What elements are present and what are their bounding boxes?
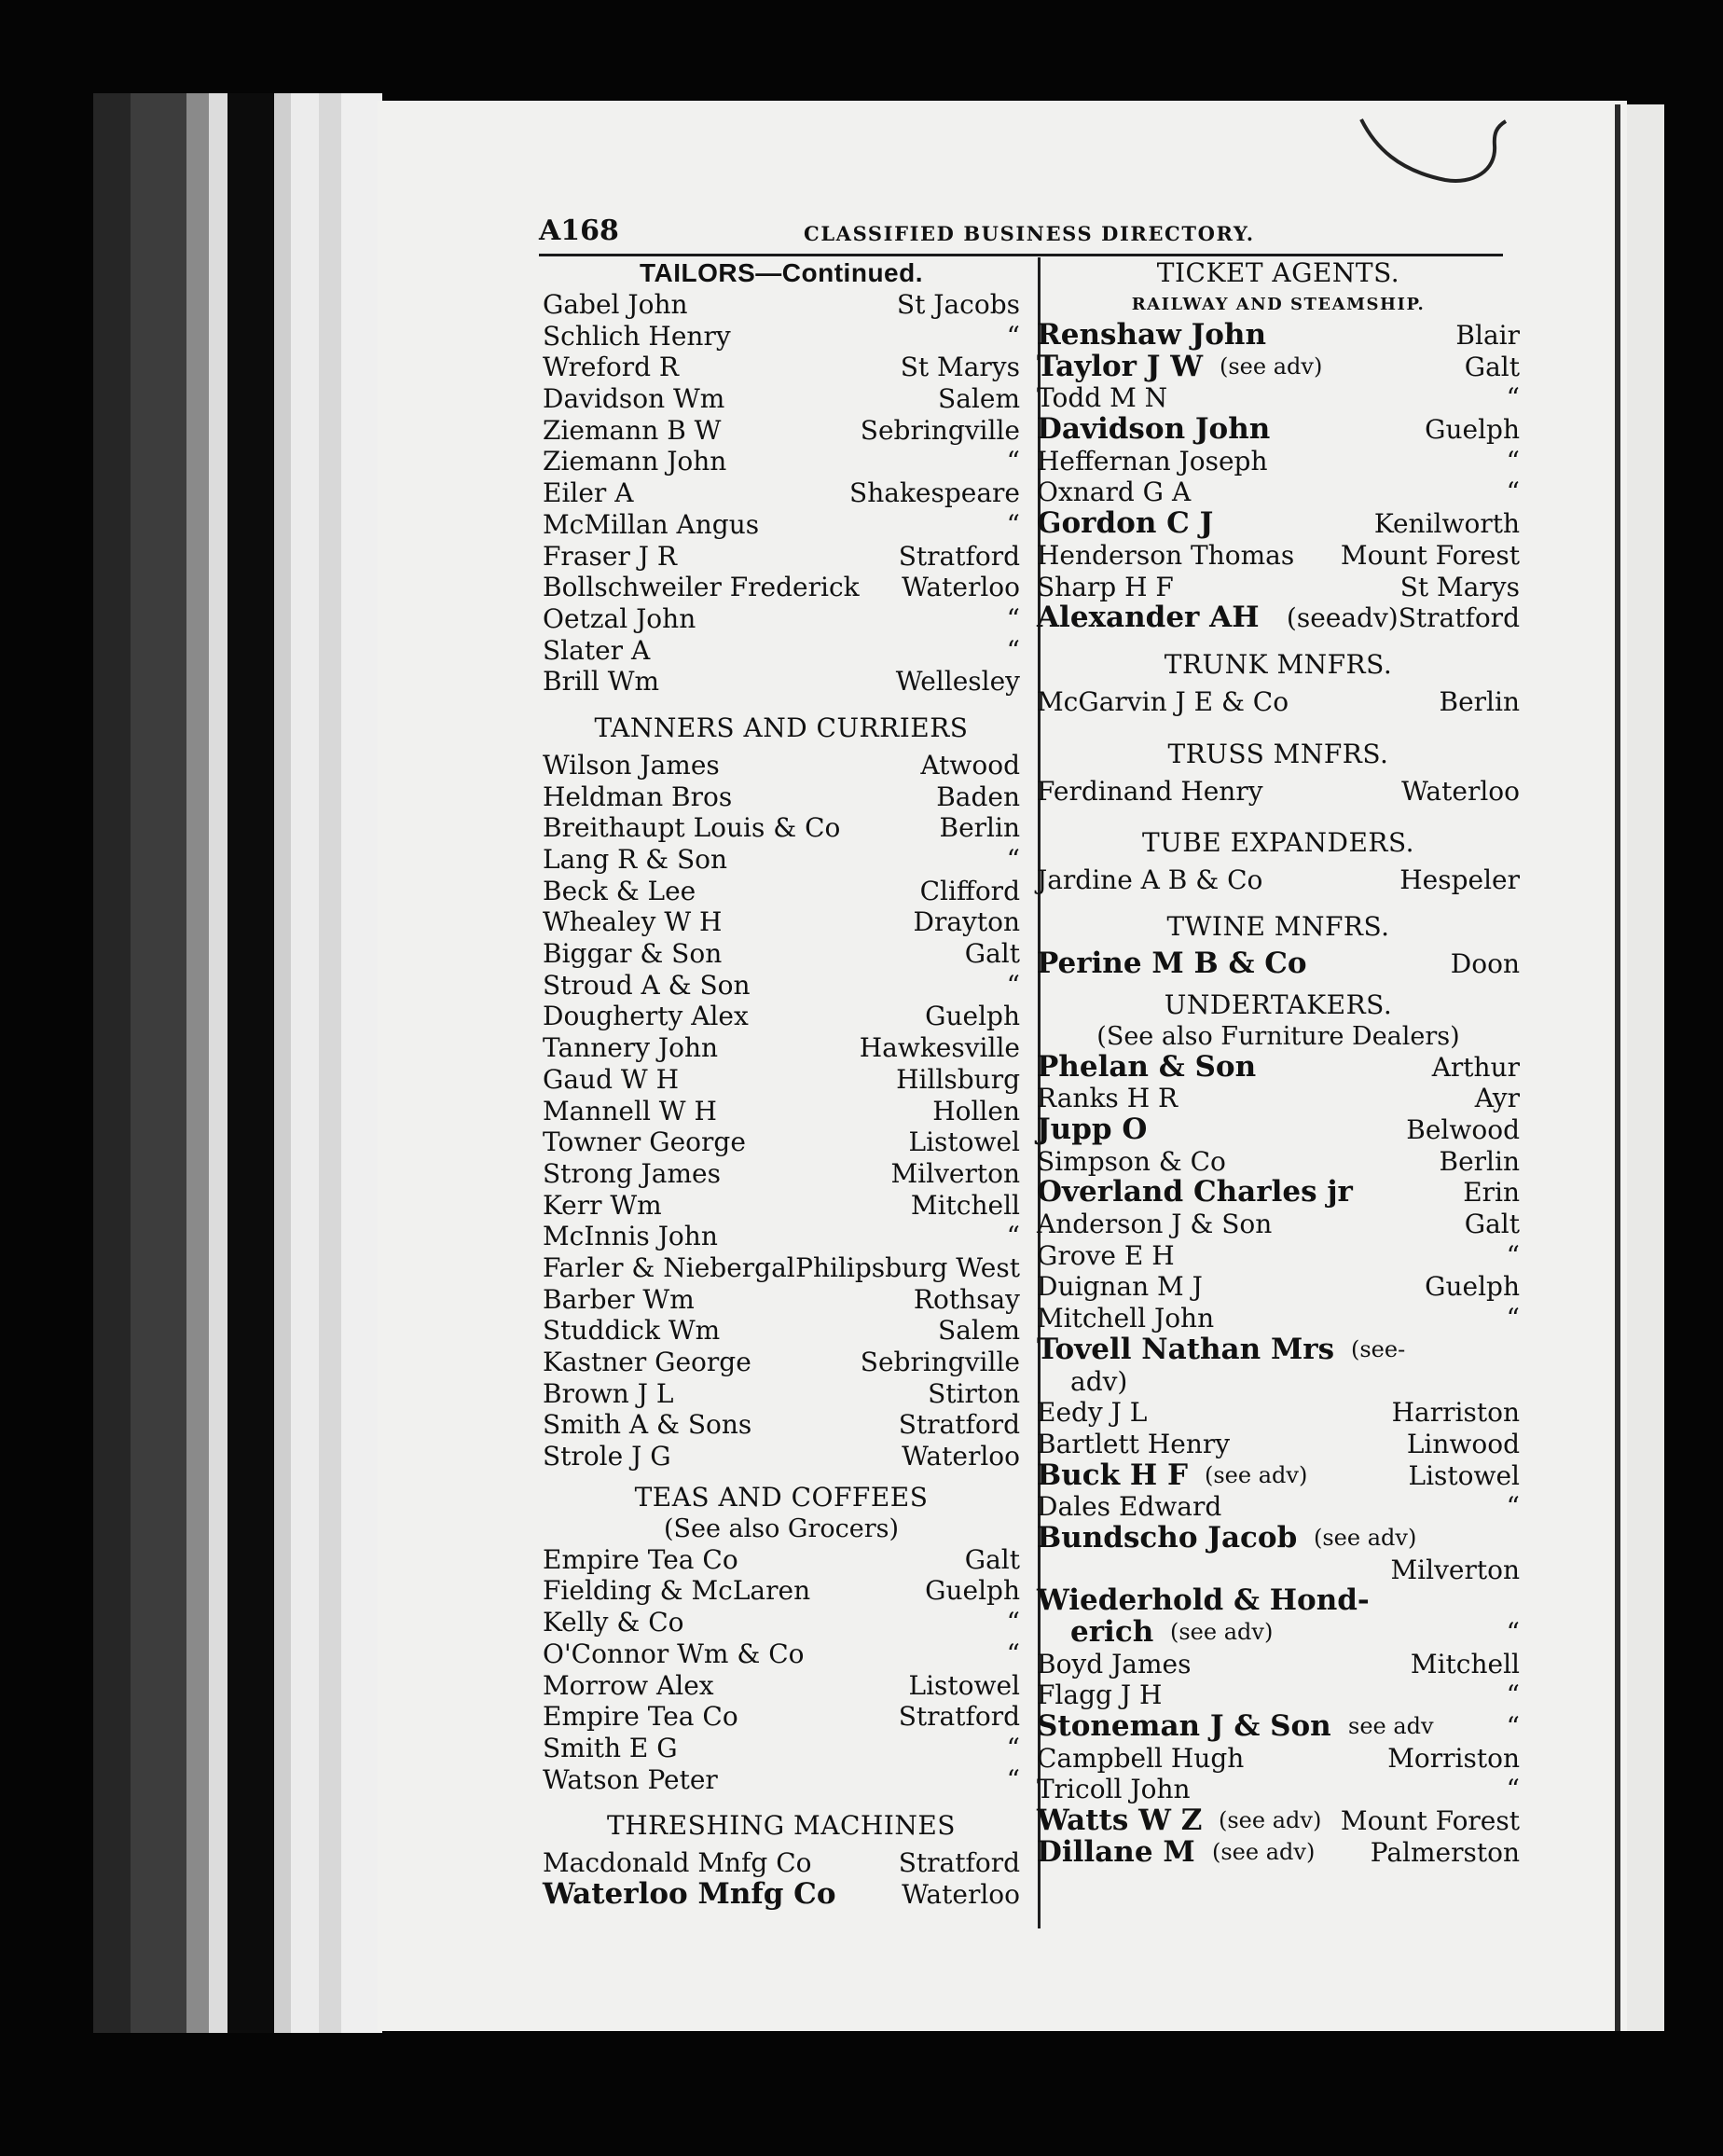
section-title-twine: TWINE MNFRS. bbox=[1166, 910, 1390, 942]
entry-place: “ bbox=[1006, 969, 1020, 1001]
entry-name: Kerr Wm bbox=[543, 1189, 662, 1221]
entry-name: Eiler A bbox=[543, 477, 634, 509]
entry-name: Dougherty Alex bbox=[543, 1001, 749, 1032]
entry-note: (see adv) bbox=[1170, 1619, 1274, 1645]
entry-place: “ bbox=[1506, 1617, 1520, 1648]
entry-note: (see adv) bbox=[1314, 1524, 1417, 1551]
entry-place: Arthur bbox=[1431, 1051, 1520, 1083]
directory-entry bbox=[1037, 948, 1520, 980]
entry-place: “ bbox=[1006, 1638, 1020, 1669]
directory-entry bbox=[543, 1378, 1020, 1410]
entry-name: Wreford R bbox=[543, 352, 679, 383]
entry-name: Biggar & Son bbox=[543, 938, 723, 970]
directory-entry bbox=[543, 477, 1020, 509]
running-head: CLASSIFIED BUSINESS DIRECTORY. bbox=[804, 222, 1255, 245]
entry-name: Grove E H bbox=[1037, 1239, 1175, 1271]
entry-place: Galt bbox=[1464, 1209, 1520, 1240]
directory-entry bbox=[1037, 1834, 1520, 1869]
directory-entry bbox=[1037, 1366, 1520, 1398]
entry-place: Listowel bbox=[908, 1669, 1020, 1701]
entry-note: (see adv) bbox=[1219, 1807, 1322, 1834]
entry-place: “ bbox=[1006, 634, 1020, 666]
entry-place: Waterloo bbox=[902, 1878, 1020, 1910]
entry-place: Galt bbox=[964, 1543, 1020, 1575]
directory-entry bbox=[1037, 1743, 1520, 1775]
entry-name: O'Connor Wm & Co bbox=[543, 1638, 805, 1669]
directory-entry bbox=[1037, 1649, 1520, 1680]
entry-place: Waterloo bbox=[902, 1441, 1020, 1472]
entry-name: Bartlett Henry bbox=[1037, 1428, 1231, 1459]
entry-place: Clifford bbox=[919, 875, 1020, 906]
entry-place: “ bbox=[1006, 508, 1020, 540]
directory-entry bbox=[543, 383, 1020, 415]
section-title-teas: TEAS AND COFFEES bbox=[634, 1481, 929, 1513]
entry-name: Perine M B & Co bbox=[1037, 946, 1307, 980]
entry-name: Renshaw John bbox=[1037, 318, 1267, 352]
directory-entry bbox=[543, 970, 1020, 1002]
entry-place: Milverton bbox=[1390, 1554, 1520, 1585]
directory-entry bbox=[543, 635, 1020, 667]
entry-place: Milverton bbox=[890, 1157, 1020, 1189]
directory-entry bbox=[543, 1032, 1020, 1064]
entry-place: “ bbox=[1006, 1732, 1020, 1763]
directory-entry bbox=[543, 603, 1020, 635]
book-page-edges bbox=[93, 93, 382, 2033]
directory-entry bbox=[1037, 1271, 1520, 1303]
entry-name: Ziemann John bbox=[543, 446, 727, 477]
right-column bbox=[1037, 257, 1520, 1869]
entry-name: Watts W Z bbox=[1037, 1804, 1203, 1838]
entry-place: “ bbox=[1506, 477, 1520, 508]
directory-entry bbox=[1037, 540, 1520, 572]
directory-entry bbox=[543, 1701, 1020, 1733]
directory-entry bbox=[543, 1733, 1020, 1764]
entry-place: “ bbox=[1006, 1607, 1020, 1638]
entry-name: Wiederhold & Hond- bbox=[1037, 1583, 1370, 1618]
directory-entry bbox=[1037, 1114, 1520, 1146]
entry-place: Guelph bbox=[1425, 414, 1520, 446]
entry-place: Drayton bbox=[913, 906, 1020, 938]
page-number: A168 bbox=[539, 214, 619, 247]
entry-name: Boyd James bbox=[1037, 1648, 1192, 1679]
directory-entry bbox=[1037, 1303, 1520, 1334]
entry-place: St Marys bbox=[900, 352, 1020, 383]
entry-name: adv) bbox=[1070, 1365, 1128, 1397]
entry-place: Atwood bbox=[920, 749, 1020, 781]
tanners-list bbox=[543, 750, 1020, 1472]
entry-place: Waterloo bbox=[1401, 775, 1520, 807]
threshing-list bbox=[543, 1847, 1020, 1910]
directory-entry bbox=[543, 1347, 1020, 1378]
entry-name: Tannery John bbox=[543, 1032, 719, 1064]
entry-name: Fielding & McLaren bbox=[543, 1575, 811, 1607]
entry-place: Galt bbox=[964, 938, 1020, 970]
entry-place: Hespeler bbox=[1399, 864, 1520, 896]
directory-entry bbox=[543, 938, 1020, 970]
entry-name: Tricoll John bbox=[1037, 1774, 1191, 1805]
directory-entry bbox=[543, 321, 1020, 352]
directory-entry bbox=[543, 1126, 1020, 1158]
entry-place: “ bbox=[1506, 1491, 1520, 1523]
entry-name: Kelly & Co bbox=[543, 1607, 684, 1638]
entry-place: Rothsay bbox=[913, 1283, 1020, 1315]
directory-entry bbox=[543, 415, 1020, 447]
directory-entry bbox=[543, 572, 1020, 603]
entry-note: (see adv) bbox=[1220, 352, 1323, 380]
entry-name: McInnis John bbox=[543, 1221, 718, 1252]
entry-name: Schlich Henry bbox=[543, 320, 731, 352]
entry-name: Campbell Hugh bbox=[1037, 1742, 1245, 1774]
entry-name: Smith E G bbox=[543, 1732, 678, 1763]
directory-entry bbox=[543, 666, 1020, 698]
entry-name: Sharp H F bbox=[1037, 571, 1174, 602]
left-column bbox=[543, 257, 1020, 1911]
directory-entry bbox=[543, 1764, 1020, 1796]
directory-entry bbox=[1037, 1491, 1520, 1523]
entry-name: Dillane M bbox=[1037, 1834, 1195, 1869]
page-header bbox=[539, 214, 1503, 256]
directory-entry bbox=[1037, 1083, 1520, 1114]
entry-name: Stoneman J & Son bbox=[1037, 1709, 1331, 1744]
directory-entry bbox=[543, 1221, 1020, 1252]
entry-place: St Jacobs bbox=[896, 289, 1020, 320]
section-title-undertakers: UNDERTAKERS. bbox=[1164, 988, 1393, 1020]
entry-name: McMillan Angus bbox=[543, 508, 760, 540]
entry-name: Buck H F bbox=[1037, 1458, 1188, 1492]
entry-note: (see adv) bbox=[1205, 1461, 1308, 1488]
entry-name: Strole J G bbox=[543, 1441, 671, 1472]
directory-entry bbox=[1037, 446, 1520, 477]
section-title-trunk: TRUNK MNFRS. bbox=[1164, 648, 1393, 680]
entry-name: Mitchell John bbox=[1037, 1303, 1215, 1334]
entry-place: Stratford bbox=[898, 1847, 1020, 1879]
directory-entry bbox=[1037, 1774, 1520, 1805]
ticket-agents-list bbox=[1037, 320, 1520, 634]
entry-name: Bundscho Jacob bbox=[1037, 1520, 1298, 1555]
entry-place: Stirton bbox=[928, 1377, 1020, 1409]
entry-place: “ bbox=[1506, 1774, 1520, 1805]
entry-place: Linwood bbox=[1406, 1428, 1520, 1459]
directory-entry bbox=[1037, 864, 1520, 896]
entry-name: Lang R & Son bbox=[543, 844, 728, 875]
section-title-tanners: TANNERS AND CURRIERS bbox=[594, 712, 969, 743]
entry-name: McGarvin J E & Co bbox=[1037, 685, 1289, 717]
entry-place: Berlin bbox=[1439, 1145, 1520, 1177]
directory-entry bbox=[1037, 508, 1520, 540]
entry-place: “ bbox=[1506, 445, 1520, 477]
directory-entry bbox=[543, 289, 1020, 321]
directory-entry bbox=[543, 906, 1020, 938]
entry-place: Hawkesville bbox=[859, 1032, 1020, 1064]
page-gutter-line bbox=[1615, 104, 1620, 2031]
entry-name: Todd M N bbox=[1037, 382, 1168, 414]
directory-entry bbox=[1037, 1805, 1520, 1837]
entry-name: Oxnard G A bbox=[1037, 477, 1192, 508]
directory-entry bbox=[543, 541, 1020, 573]
directory-entry bbox=[543, 1096, 1020, 1127]
entry-name: Dales Edward bbox=[1037, 1491, 1222, 1523]
directory-entry bbox=[543, 1876, 1020, 1911]
undertakers-list bbox=[1037, 1049, 1520, 1869]
entry-place: Guelph bbox=[925, 1575, 1020, 1607]
entry-note: see adv bbox=[1348, 1713, 1434, 1740]
entry-place: “ bbox=[1506, 1239, 1520, 1271]
directory-entry bbox=[543, 1544, 1020, 1576]
entry-place: “ bbox=[1006, 1763, 1020, 1795]
directory-entry bbox=[543, 1190, 1020, 1222]
entry-place: “ bbox=[1506, 1711, 1520, 1743]
directory-entry bbox=[1037, 1334, 1520, 1366]
tailors-list bbox=[543, 289, 1020, 698]
directory-entry bbox=[1037, 382, 1520, 414]
directory-entry bbox=[1037, 1146, 1520, 1178]
entry-name: Kastner George bbox=[543, 1347, 751, 1377]
entry-place: Mitchell bbox=[910, 1189, 1020, 1221]
entry-place: Salem bbox=[938, 1315, 1020, 1347]
entry-place: Mount Forest bbox=[1340, 1805, 1520, 1837]
entry-name: Eedy J L bbox=[1037, 1397, 1148, 1429]
directory-entry bbox=[1037, 1397, 1520, 1429]
entry-place: “ bbox=[1506, 1679, 1520, 1711]
entry-place: Erin bbox=[1463, 1177, 1520, 1209]
entry-note: (see adv) bbox=[1212, 1838, 1316, 1865]
entry-name: Tovell Nathan Mrs bbox=[1037, 1332, 1335, 1366]
directory-entry bbox=[1037, 776, 1520, 808]
directory-entry bbox=[1037, 349, 1520, 383]
section-title-tube: TUBE EXPANDERS. bbox=[1141, 827, 1415, 859]
entry-place: Listowel bbox=[908, 1126, 1020, 1158]
entry-place: Morriston bbox=[1387, 1742, 1520, 1774]
entry-place: Hillsburg bbox=[896, 1063, 1020, 1095]
twine-list bbox=[1037, 948, 1520, 980]
entry-name: Watson Peter bbox=[543, 1763, 718, 1795]
entry-place: Waterloo bbox=[902, 572, 1020, 603]
directory-entry bbox=[1037, 1049, 1520, 1084]
facing-page-edge bbox=[1627, 104, 1664, 2031]
entry-name: Gordon C J bbox=[1037, 506, 1214, 541]
directory-entry bbox=[1037, 1555, 1520, 1586]
section-title-truss: TRUSS MNFRS. bbox=[1167, 738, 1389, 769]
directory-entry bbox=[543, 1441, 1020, 1472]
entry-name: Brown J L bbox=[543, 1377, 674, 1409]
directory-entry bbox=[543, 1670, 1020, 1702]
directory-entry bbox=[543, 750, 1020, 781]
directory-entry bbox=[1037, 572, 1520, 603]
entry-name: Gaud W H bbox=[543, 1063, 680, 1095]
directory-entry bbox=[543, 876, 1020, 907]
entry-place: Blair bbox=[1455, 320, 1520, 351]
directory-entry bbox=[1037, 1585, 1520, 1617]
directory-entry bbox=[543, 1638, 1020, 1670]
entry-name: Jupp O bbox=[1037, 1113, 1148, 1146]
entry-place: Stratford bbox=[898, 540, 1020, 572]
directory-entry bbox=[543, 844, 1020, 876]
directory-entry bbox=[1037, 1711, 1520, 1743]
entry-place: Galt bbox=[1464, 351, 1520, 382]
entry-place: Philipsburg West bbox=[795, 1251, 1020, 1283]
entry-name: Barber Wm bbox=[543, 1283, 695, 1315]
entry-name: Fraser J R bbox=[543, 540, 677, 572]
entry-place: “ bbox=[1506, 382, 1520, 414]
entry-name: Heldman Bros bbox=[543, 781, 733, 812]
entry-name: Gabel John bbox=[543, 289, 688, 320]
directory-entry bbox=[1037, 414, 1520, 446]
entry-name: Strong James bbox=[543, 1157, 721, 1189]
entry-place: Mount Forest bbox=[1340, 539, 1520, 571]
directory-entry bbox=[543, 1252, 1020, 1284]
directory-entry bbox=[1037, 1177, 1520, 1209]
entry-place: “ bbox=[1006, 1221, 1020, 1252]
directory-entry bbox=[543, 1315, 1020, 1347]
entry-place: “ bbox=[1006, 602, 1020, 634]
truss-list bbox=[1037, 776, 1520, 808]
directory-entry bbox=[1037, 686, 1520, 718]
section-title-threshing: THRESHING MACHINES bbox=[607, 1810, 956, 1842]
section-subtitle-undertakers: (See also Furniture Dealers) bbox=[1096, 1021, 1460, 1051]
entry-name: Beck & Lee bbox=[543, 875, 696, 906]
entry-name: Wilson James bbox=[543, 749, 720, 781]
directory-entry bbox=[543, 1847, 1020, 1879]
teas-list bbox=[543, 1544, 1020, 1796]
entry-place: Ayr bbox=[1474, 1083, 1520, 1114]
directory-entry bbox=[543, 1001, 1020, 1032]
entry-name: Towner George bbox=[543, 1126, 746, 1158]
directory-entry bbox=[1037, 1617, 1520, 1649]
entry-name: Ranks H R bbox=[1037, 1083, 1179, 1114]
directory-entry bbox=[543, 1284, 1020, 1316]
entry-place: Wellesley bbox=[895, 666, 1020, 698]
directory-entry bbox=[543, 509, 1020, 541]
entry-name: Empire Tea Co bbox=[543, 1701, 738, 1733]
entry-place: Sebringville bbox=[860, 414, 1020, 446]
entry-name: Henderson Thomas bbox=[1037, 539, 1295, 571]
entry-name: Bollschweiler Frederick bbox=[543, 572, 860, 603]
entry-name: Alexander AH bbox=[1037, 601, 1260, 635]
entry-place: Stratford bbox=[898, 1409, 1020, 1441]
entry-place: Guelph bbox=[1425, 1271, 1520, 1303]
entry-name: Jardine A B & Co bbox=[1037, 864, 1263, 896]
directory-entry bbox=[1037, 1520, 1520, 1555]
entry-place: Listowel bbox=[1408, 1459, 1520, 1491]
directory-entry bbox=[1037, 1209, 1520, 1240]
entry-name: Slater A bbox=[543, 634, 651, 666]
entry-name: Farler & Niebergal bbox=[543, 1251, 795, 1283]
directory-entry bbox=[543, 1575, 1020, 1607]
entry-note: (see- bbox=[1351, 1335, 1406, 1362]
directory-entry bbox=[1037, 602, 1520, 634]
entry-name: Davidson John bbox=[1037, 412, 1271, 447]
entry-place: “ bbox=[1006, 320, 1020, 352]
entry-place: Stratford bbox=[898, 1701, 1020, 1733]
entry-place: Guelph bbox=[925, 1001, 1020, 1032]
entry-name: Mannell W H bbox=[543, 1095, 717, 1126]
directory-entry bbox=[543, 812, 1020, 844]
directory-entry bbox=[543, 1158, 1020, 1190]
entry-name: Waterloo Mnfg Co bbox=[543, 1876, 836, 1911]
entry-name: Simpson & Co bbox=[1037, 1145, 1226, 1177]
entry-name: Heffernan Joseph bbox=[1037, 445, 1268, 477]
directory-entry bbox=[1037, 1460, 1520, 1492]
entry-name: Macdonald Mnfg Co bbox=[543, 1847, 812, 1879]
entry-place: Mitchell bbox=[1410, 1648, 1520, 1679]
entry-name: Oetzal John bbox=[543, 602, 696, 634]
pencil-mark-icon bbox=[1357, 110, 1515, 194]
entry-place: Sebringville bbox=[860, 1347, 1020, 1377]
entry-place: Baden bbox=[936, 781, 1020, 812]
directory-entry bbox=[543, 1409, 1020, 1441]
trunk-list bbox=[1037, 686, 1520, 718]
entry-place: “ bbox=[1506, 1303, 1520, 1334]
directory-entry bbox=[543, 781, 1020, 813]
entry-place: Hollen bbox=[932, 1095, 1020, 1126]
entry-place: Palmerston bbox=[1370, 1836, 1520, 1868]
entry-name: Morrow Alex bbox=[543, 1669, 714, 1701]
tube-list bbox=[1037, 864, 1520, 896]
entry-name: Smith A & Sons bbox=[543, 1409, 752, 1441]
directory-entry bbox=[1037, 1240, 1520, 1272]
directory-entry bbox=[1037, 477, 1520, 508]
entry-place: Berlin bbox=[1439, 685, 1520, 717]
entry-name: Flagg J H bbox=[1037, 1679, 1163, 1711]
entry-place: Harriston bbox=[1391, 1397, 1520, 1429]
entry-name: Ziemann B W bbox=[543, 414, 722, 446]
directory-entry bbox=[543, 352, 1020, 383]
entry-name: Duignan M J bbox=[1037, 1271, 1203, 1303]
entry-place: St Marys bbox=[1399, 571, 1520, 602]
entry-name: Stroud A & Son bbox=[543, 969, 751, 1001]
entry-name: Phelan & Son bbox=[1037, 1049, 1257, 1084]
entry-place: Salem bbox=[938, 383, 1020, 415]
directory-entry bbox=[543, 1064, 1020, 1096]
directory-entry bbox=[1037, 320, 1520, 352]
entry-name: Taylor J W bbox=[1037, 349, 1204, 383]
directory-entry bbox=[1037, 1429, 1520, 1460]
section-title-ticket-agents: TICKET AGENTS. bbox=[1156, 257, 1400, 288]
entry-place: “ bbox=[1006, 844, 1020, 875]
entry-name: erich bbox=[1070, 1615, 1154, 1649]
directory-entry bbox=[543, 1607, 1020, 1638]
entry-place: Kenilworth bbox=[1373, 508, 1520, 540]
entry-name: Studdick Wm bbox=[543, 1315, 721, 1347]
directory-entry bbox=[543, 446, 1020, 477]
directory-entry bbox=[1037, 1679, 1520, 1711]
entry-place: Berlin bbox=[939, 812, 1020, 844]
section-subtitle-ticket-agents: RAILWAY AND STEAMSHIP. bbox=[1131, 295, 1426, 314]
entry-place: (seeadv)Stratford bbox=[1286, 602, 1520, 634]
entry-place: Belwood bbox=[1406, 1114, 1520, 1145]
entry-name: Overland Charles jr bbox=[1037, 1175, 1353, 1209]
entry-name: Breithaupt Louis & Co bbox=[543, 812, 841, 844]
entry-place: “ bbox=[1006, 446, 1020, 477]
section-title-tailors: TAILORS—Continued. bbox=[640, 258, 923, 287]
section-subtitle-teas: (See also Grocers) bbox=[663, 1513, 900, 1543]
entry-place: Doon bbox=[1450, 947, 1520, 979]
entry-name: Brill Wm bbox=[543, 666, 660, 698]
entry-name: Empire Tea Co bbox=[543, 1543, 738, 1575]
entry-name: Anderson J & Son bbox=[1037, 1209, 1273, 1240]
entry-name: Whealey W H bbox=[543, 906, 723, 938]
entry-name: Ferdinand Henry bbox=[1037, 775, 1263, 807]
entry-place: Shakespeare bbox=[849, 477, 1020, 509]
entry-name: Davidson Wm bbox=[543, 383, 725, 415]
